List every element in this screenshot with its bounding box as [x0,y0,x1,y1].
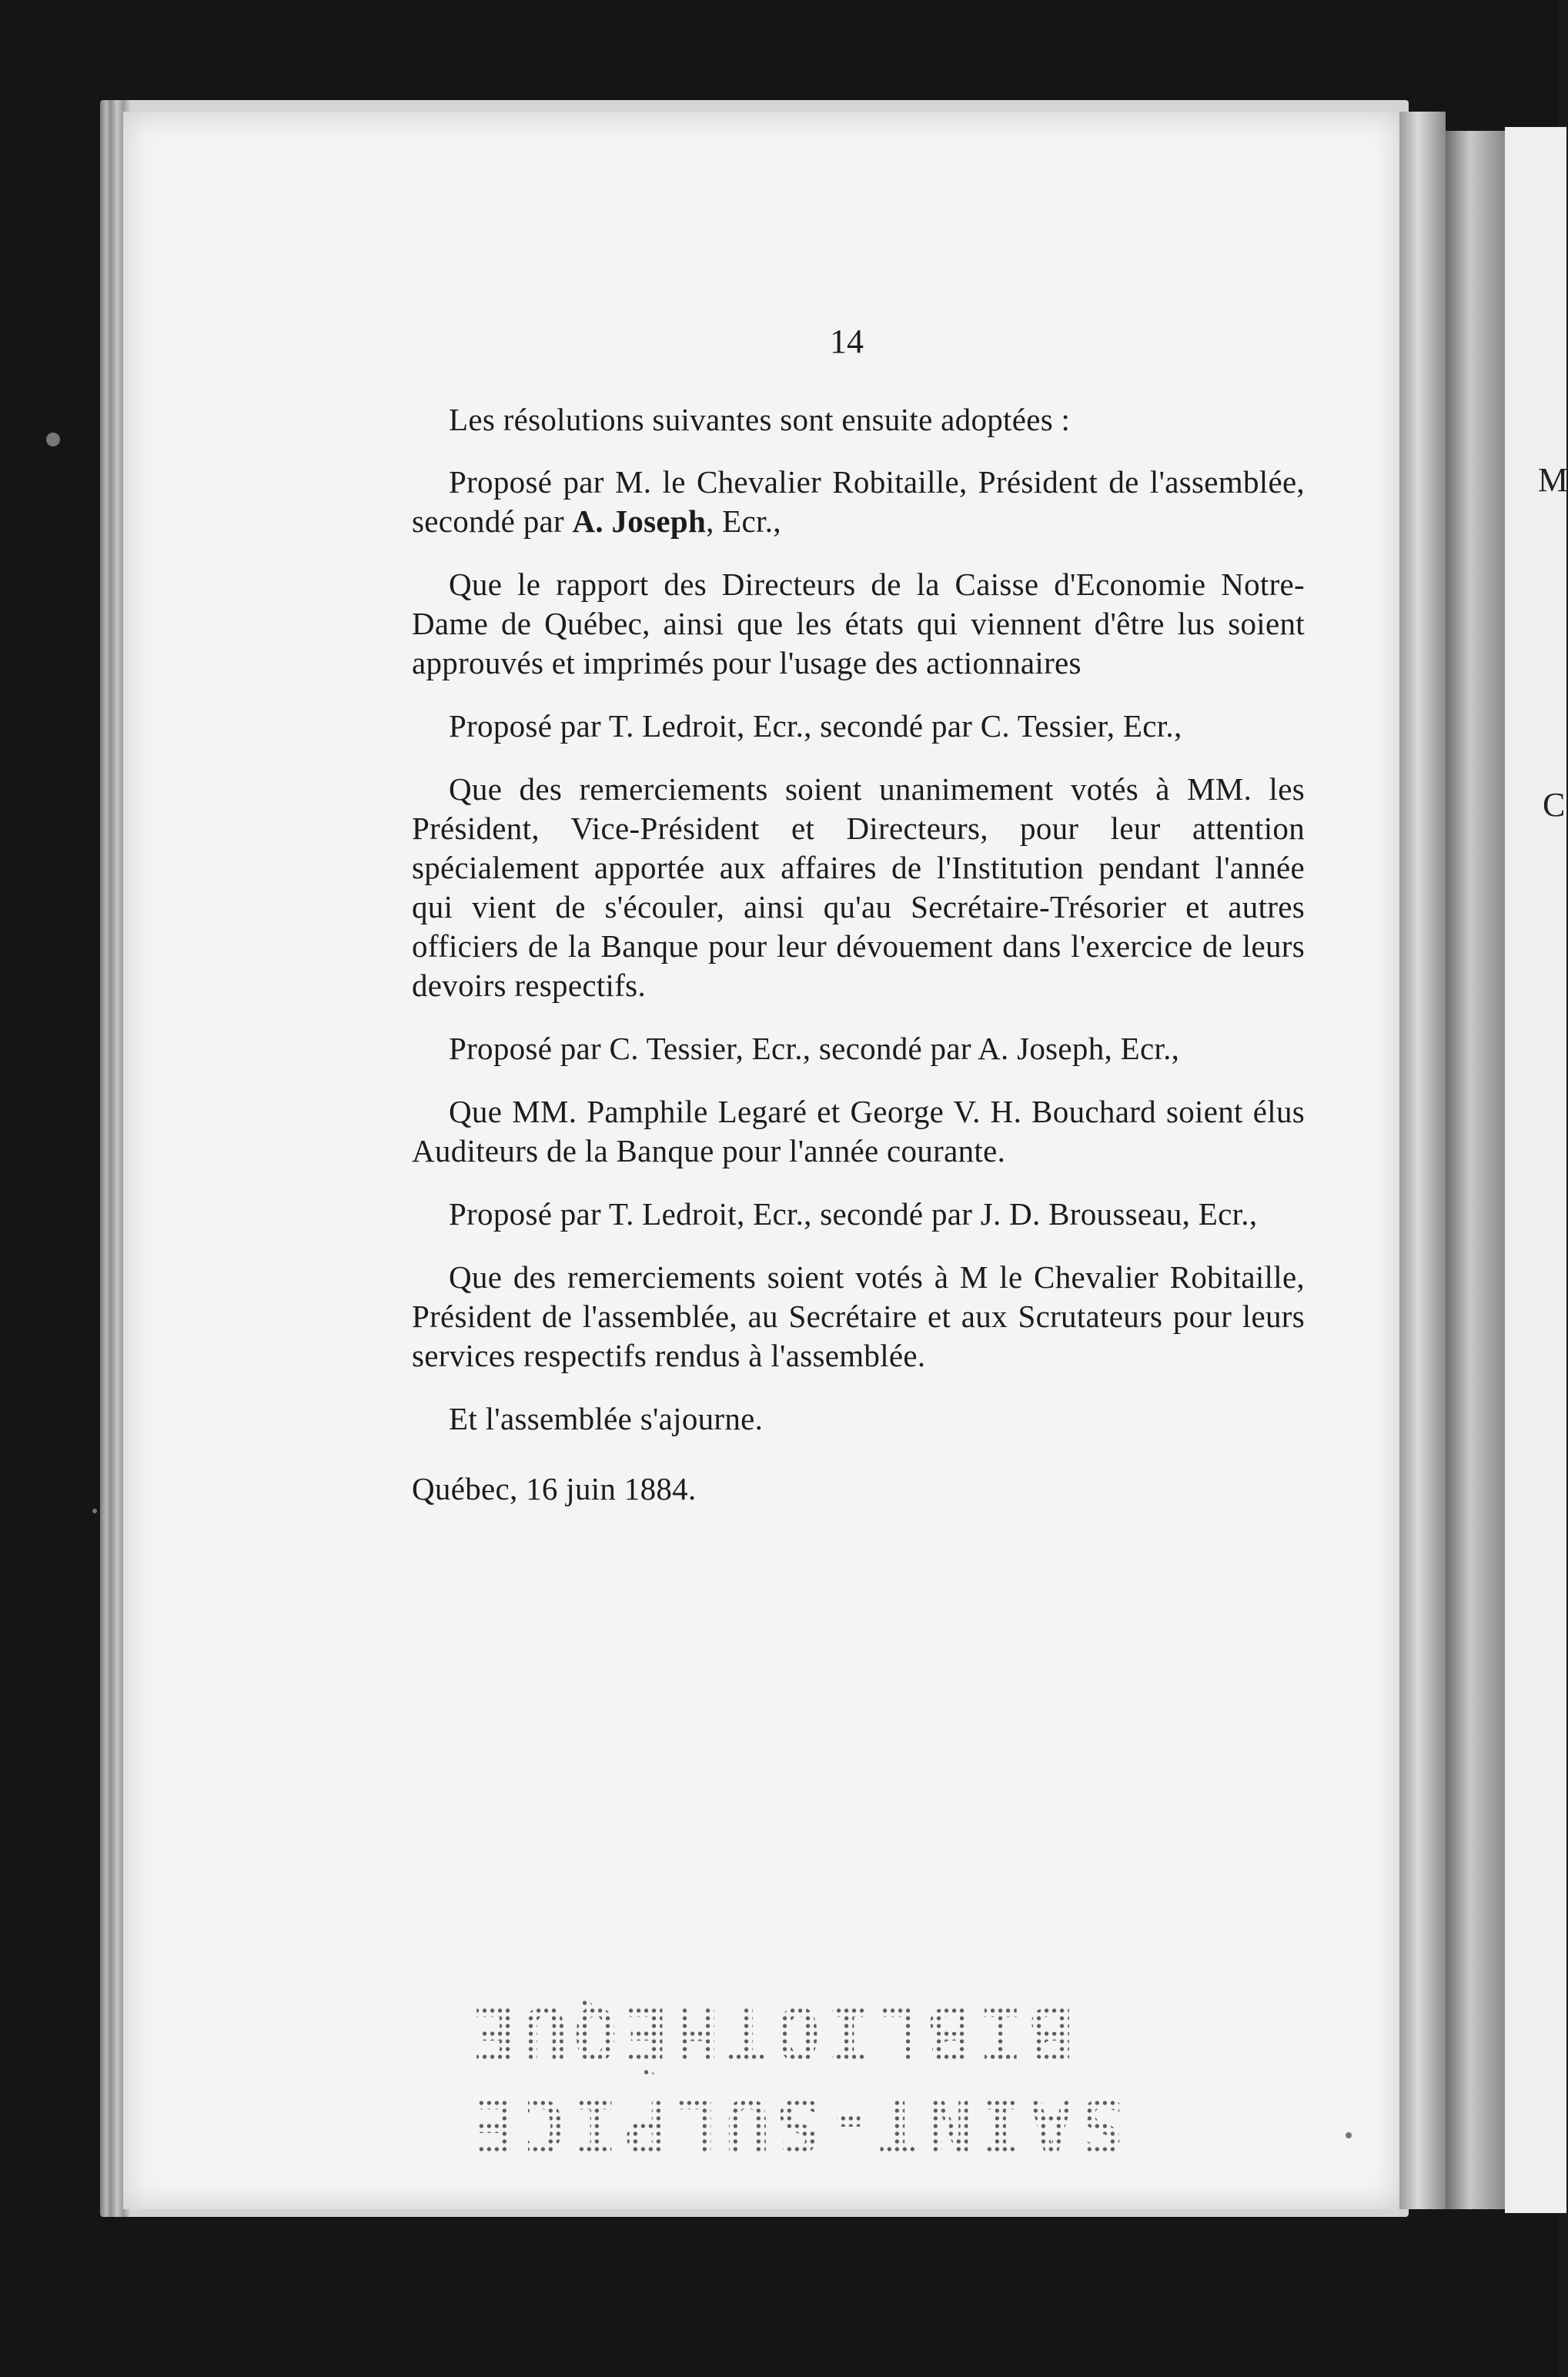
resolution-4: Que des remerciements soient votés à M le Chevalier Robitaille, Président de l'assemblée, au Secrétaire et aux Scrutateurs pour leurs services respectifs rendus à l'assemblée. [412,1259,1305,1373]
adjacent-page-letter-m: M [1538,461,1568,499]
dust-speck [46,433,60,446]
date-line: Québec, 16 juin 1884. [412,1471,697,1506]
proposal-4: Proposé par T. Ledroit, Ecr., secondé par J. D. Brousseau, Ecr., [449,1196,1258,1232]
intro-paragraph: Les résolutions suivantes sont ensuite adoptées : [449,402,1071,437]
stamp-line-1: BIBLIOTHÈQUE [466,1990,1074,2076]
resolution-2: Que des remerciements soient unanimement votés à MM. les Président, Vice-Président et Directeurs, pour leur attention spécialement apportée aux affaires de l'Institution pendant l'année qui vient de s'écouler, ainsi qu'au Secrétaire-Trésorier et autres officiers de la Banque pour leur dévouement dans l'exercice de leurs devoirs respectifs. [412,771,1305,1003]
page-number: 14 [830,323,864,360]
adjacent-page [1505,127,1566,2213]
adjacent-page-letter-c: C [1543,786,1566,824]
resolution-3: Que MM. Pamphile Legaré et George V. H. Bouchard soient élus Auditeurs de la Banque pour l'année courante. [412,1094,1305,1168]
proposal-1-seconder: A. Joseph [572,503,707,539]
resolution-1: Que le rapport des Directeurs de la Caisse d'Economie Notre-Dame de Québec, ainsi que les états qui viennent d'être lus soient approuvés et imprimés pour l'usage des actionnaires [412,567,1305,680]
proposal-1-lead: Proposé par M. le Chevalier Robitaille, Président de l'assemblée, secondé par [412,464,1305,539]
page-gutter [1399,112,1446,2209]
proposal-3: Proposé par C. Tessier, Ecr., secondé par A. Joseph, Ecr., [449,1031,1180,1066]
page-body-text [412,400,1305,1533]
proposal-2: Proposé par T. Ledroit, Ecr., secondé par C. Tessier, Ecr., [449,708,1182,744]
library-perforation-stamp [466,1990,1125,2213]
stamp-line-2: SAINT-SULPICE [466,2082,1125,2168]
proposal-1-tail: , Ecr., [706,503,781,539]
dust-speck [92,1509,97,1513]
adjournment-line: Et l'assemblée s'ajourne. [449,1401,764,1436]
proposal-1 [412,463,1305,541]
dust-speck [1346,2132,1352,2138]
